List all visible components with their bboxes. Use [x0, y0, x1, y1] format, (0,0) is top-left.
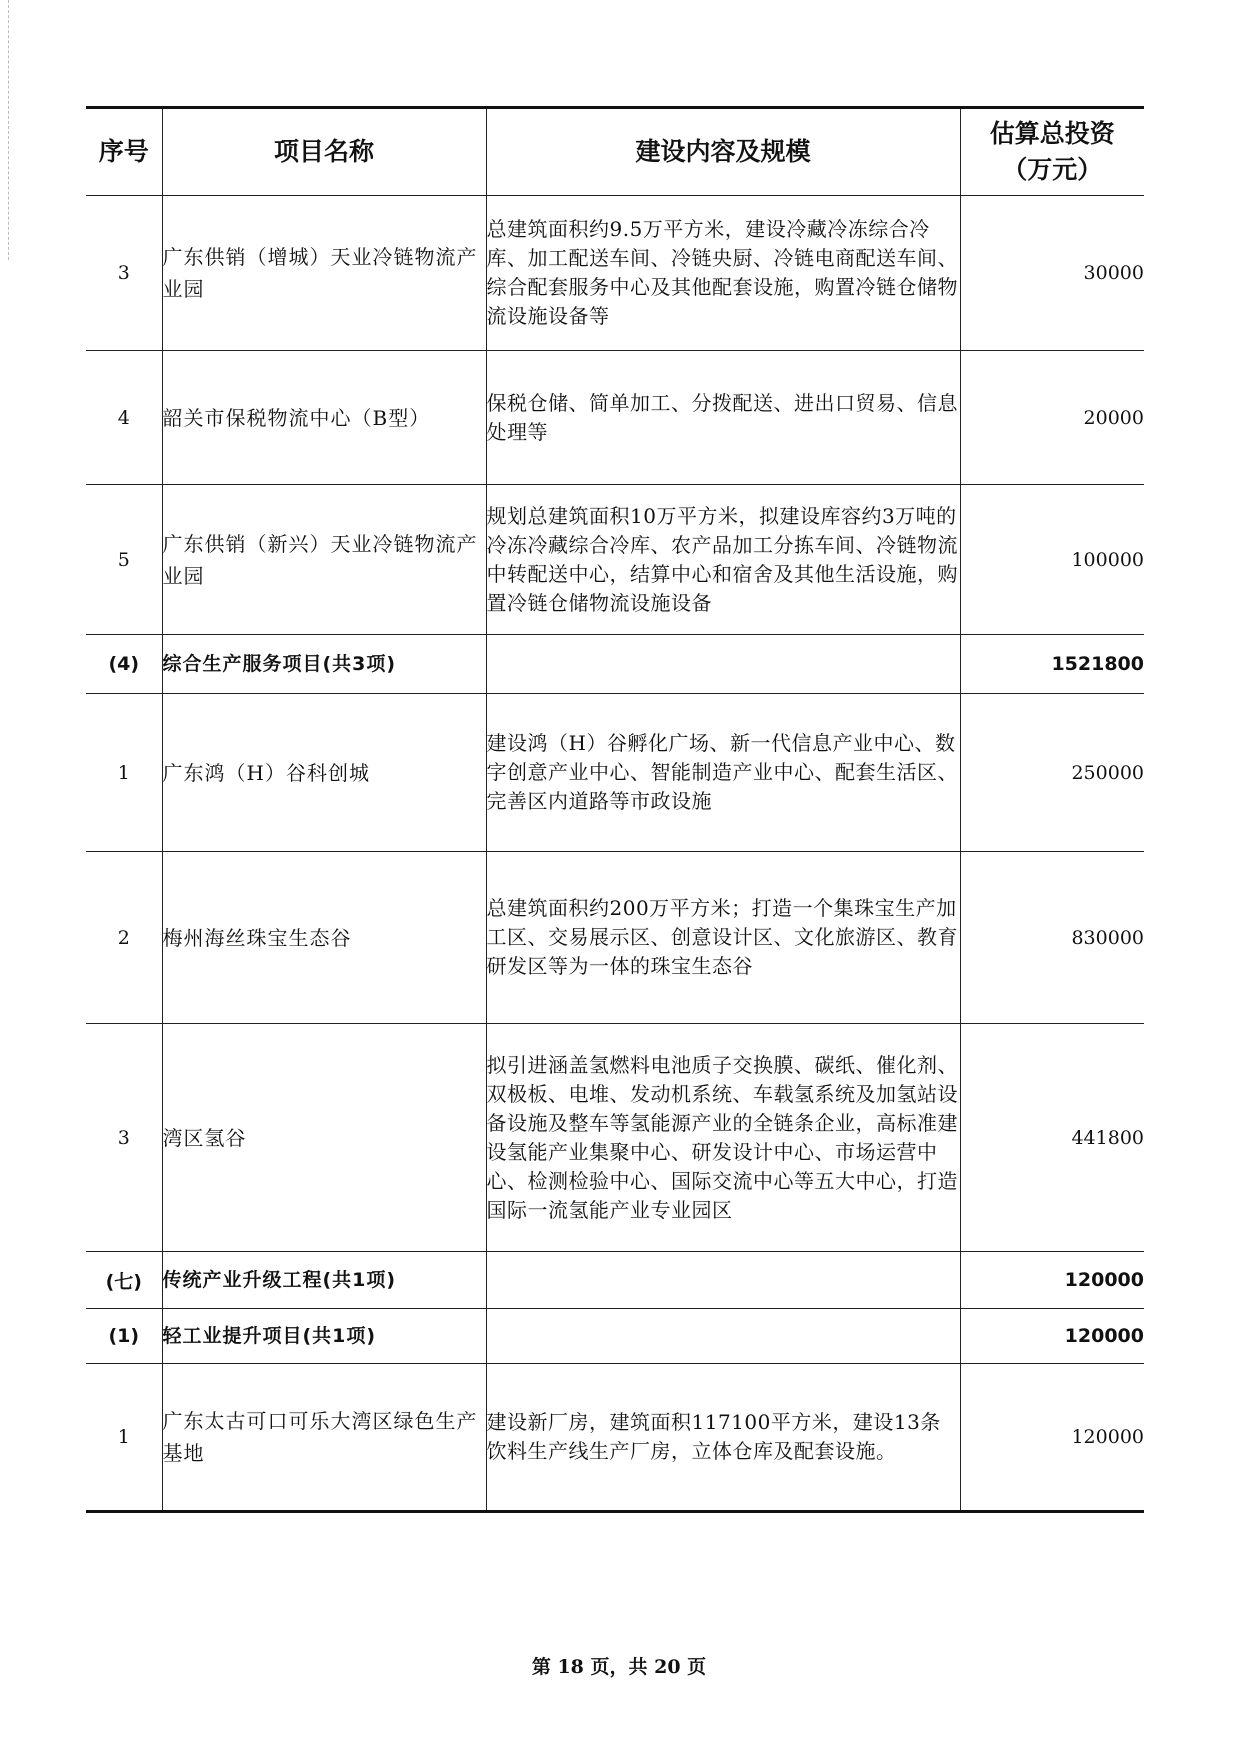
header-no: 序号 — [86, 108, 162, 196]
group-content — [486, 1252, 960, 1309]
row-name: 广东供销（增城）天业冷链物流产业园 — [162, 196, 486, 351]
row-no: 3 — [86, 196, 162, 351]
row-amount: 20000 — [960, 351, 1144, 485]
table-row — [86, 852, 1144, 1024]
group-content — [486, 1309, 960, 1364]
group-content — [486, 635, 960, 694]
table-row — [86, 196, 1144, 351]
header-row — [86, 108, 1144, 196]
row-content: 建设鸿（H）谷孵化广场、新一代信息产业中心、数字创意产业中心、智能制造产业中心、配套生活区、完善区内道路等市政设施 — [486, 694, 960, 852]
page-footer: 第 18 页，共 20 页 — [531, 1656, 707, 1678]
row-amount: 830000 — [960, 852, 1144, 1024]
group-amount: 1521800 — [960, 635, 1144, 694]
group-no: (七) — [86, 1252, 162, 1309]
row-amount: 441800 — [960, 1024, 1144, 1252]
group-row — [86, 635, 1144, 694]
header-investment — [960, 108, 1144, 196]
row-name: 湾区氢谷 — [162, 1024, 486, 1252]
row-no: 2 — [86, 852, 162, 1024]
row-content: 总建筑面积约200万平方米；打造一个集珠宝生产加工区、交易展示区、创意设计区、文化旅游区、教育研发区等为一体的珠宝生态谷 — [486, 852, 960, 1024]
header-name: 项目名称 — [162, 108, 486, 196]
row-content: 保税仓储、简单加工、分拨配送、进出口贸易、信息处理等 — [486, 351, 960, 485]
table-row — [86, 1024, 1144, 1252]
row-content: 建设新厂房，建筑面积117100平方米，建设13条饮料生产线生产厂房，立体仓库及配套设施。 — [486, 1364, 960, 1512]
table-row — [86, 1364, 1144, 1512]
row-name: 梅州海丝珠宝生态谷 — [162, 852, 486, 1024]
group-no: (1) — [86, 1309, 162, 1364]
table-row — [86, 351, 1144, 485]
row-name: 广东太古可口可乐大湾区绿色生产基地 — [162, 1364, 486, 1512]
group-row — [86, 1309, 1144, 1364]
row-name: 广东供销（新兴）天业冷链物流产业园 — [162, 485, 486, 635]
row-amount: 30000 — [960, 196, 1144, 351]
row-content: 总建筑面积约9.5万平方米，建设冷藏冷冻综合冷库、加工配送车间、冷链央厨、冷链电商配送车间、综合配套服务中心及其他配套设施，购置冷链仓储物流设施设备等 — [486, 196, 960, 351]
project-table — [86, 106, 1144, 1513]
row-name: 韶关市保税物流中心（B型） — [162, 351, 486, 485]
row-no: 5 — [86, 485, 162, 635]
row-content: 规划总建筑面积10万平方米，拟建设库容约3万吨的冷冻冷藏综合冷库、农产品加工分拣车间、冷链物流中转配送中心，结算中心和宿舍及其他生活设施，购置冷链仓储物流设施设备 — [486, 485, 960, 635]
header-investment-line1: 估算总投资 — [989, 119, 1115, 148]
group-amount: 120000 — [960, 1252, 1144, 1309]
group-name: 传统产业升级工程(共1项) — [162, 1252, 486, 1309]
header-investment-line2: （万元） — [1002, 155, 1103, 184]
group-name: 轻工业提升项目(共1项) — [162, 1309, 486, 1364]
row-no: 1 — [86, 1364, 162, 1512]
header-content: 建设内容及规模 — [486, 108, 960, 196]
row-content: 拟引进涵盖氢燃料电池质子交换膜、碳纸、催化剂、双极板、电堆、发动机系统、车载氢系统及加氢站设备设施及整车等氢能源产业的全链条企业，高标准建设氢能产业集聚中心、研发设计中心、市场运营中心、检测检验中心、国际交流中心等五大中心，打造国际一流氢能产业专业园区 — [486, 1024, 960, 1252]
group-row — [86, 1252, 1144, 1309]
row-name: 广东鸿（H）谷科创城 — [162, 694, 486, 852]
scan-edge-mark — [8, 0, 10, 260]
table-row — [86, 694, 1144, 852]
row-amount: 100000 — [960, 485, 1144, 635]
row-amount: 250000 — [960, 694, 1144, 852]
row-amount: 120000 — [960, 1364, 1144, 1512]
group-no: (4) — [86, 635, 162, 694]
row-no: 3 — [86, 1024, 162, 1252]
group-name: 综合生产服务项目(共3项) — [162, 635, 486, 694]
group-amount: 120000 — [960, 1309, 1144, 1364]
table-row — [86, 485, 1144, 635]
row-no: 4 — [86, 351, 162, 485]
row-no: 1 — [86, 694, 162, 852]
